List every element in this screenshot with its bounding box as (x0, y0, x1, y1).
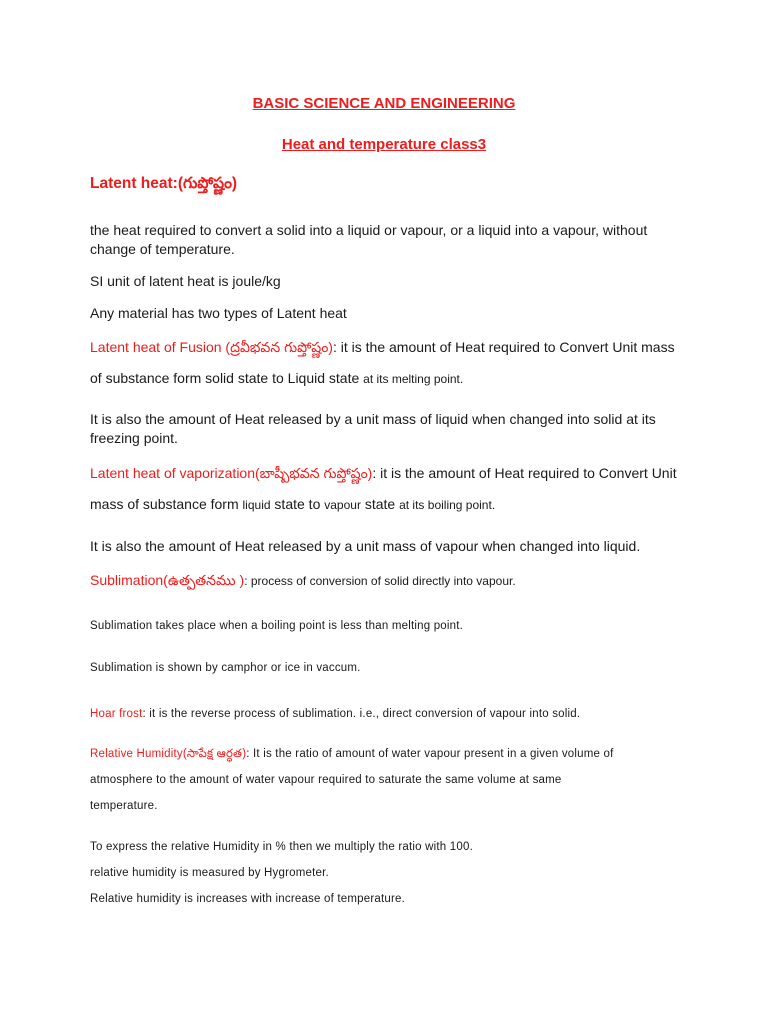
document-subtitle: Heat and temperature class3 (281, 136, 487, 153)
fusion-line2-melting-point: at its melting point. (363, 372, 464, 386)
fusion-definition: : it is the amount of Heat required to Convert Unit mass (332, 339, 675, 355)
sublimation-example: Sublimation is shown by camphor or ice in vaccum. (90, 662, 361, 674)
fusion-line2-text: of substance form solid state to Liquid state (90, 370, 364, 386)
rh-percent-paragraph: To express the relative Humidity in % then we multiply the ratio with 100. (90, 841, 473, 853)
rh-hygrometer-paragraph: relative humidity is measured by Hygrometer. (90, 867, 329, 879)
relative-humidity-definition: : It is the ratio of amount of water vapour present in a given volume of (246, 748, 614, 760)
rh-temperature-paragraph: Relative humidity is increases with increase of temperature. (90, 893, 405, 905)
vapor-line2-c: state to (270, 496, 325, 512)
vapor-release-paragraph: It is also the amount of Heat released by a unit mass of vapour when changed into liquid. (90, 538, 641, 554)
fusion-paragraph-line2 (90, 369, 710, 389)
vapor-line2-e: state (360, 496, 400, 512)
vapor-line2-b: liquid (242, 498, 271, 512)
sublimation-definition: : process of conversion of solid directly into vapour. (244, 574, 516, 588)
hoar-frost-definition: : it is the reverse process of sublimation. i.e., direct conversion of vapour into solid. (142, 708, 581, 720)
si-unit-paragraph: SI unit of latent heat is joule/kg (90, 273, 281, 289)
relative-humidity-line3: temperature. (90, 800, 158, 812)
relative-humidity-paragraph (90, 745, 710, 764)
fusion-paragraph (90, 338, 710, 357)
vaporization-term: Latent heat of vaporization(బాష్పీభవన గుప్తోష్ణం) (90, 465, 373, 481)
sublimation-term: Sublimation(ఉత్పతనము ) (90, 572, 245, 588)
fusion-term: Latent heat of Fusion (ద్రవీభవన గుప్తోష్ణం) (90, 339, 333, 355)
sublimation-condition: Sublimation takes place when a boiling point is less than melting point. (90, 620, 464, 632)
vapor-line2-f: at its boiling point. (399, 498, 496, 512)
vapor-line2-d: vapour (324, 498, 361, 512)
hoar-frost-paragraph (90, 705, 710, 724)
vaporization-paragraph-line2 (90, 495, 710, 515)
latent-heat-definition: the heat required to convert a solid into a liquid or vapour, or a liquid into a vapour, without change of temperature. (90, 222, 648, 257)
relative-humidity-line2: atmosphere to the amount of water vapour required to saturate the same volume at same (90, 774, 562, 786)
section-heading-latent-heat: Latent heat:(గుప్తోష్ణం) (90, 175, 238, 192)
relative-humidity-term: Relative Humidity(సాపేక్ష ఆర్ధత) (90, 748, 247, 760)
document-title: BASIC SCIENCE AND ENGINEERING (252, 95, 516, 112)
hoar-frost-term: Hoar frost (90, 708, 143, 720)
vapor-line2-a: mass of substance form (90, 496, 243, 512)
vaporization-paragraph (90, 464, 710, 483)
types-paragraph: Any material has two types of Latent heat (90, 305, 347, 321)
vaporization-definition: : it is the amount of Heat required to Convert Unit (372, 465, 677, 481)
fusion-release-paragraph: It is also the amount of Heat released by a unit mass of liquid when changed into solid at its freezing point. (90, 411, 656, 446)
sublimation-paragraph (90, 571, 710, 591)
